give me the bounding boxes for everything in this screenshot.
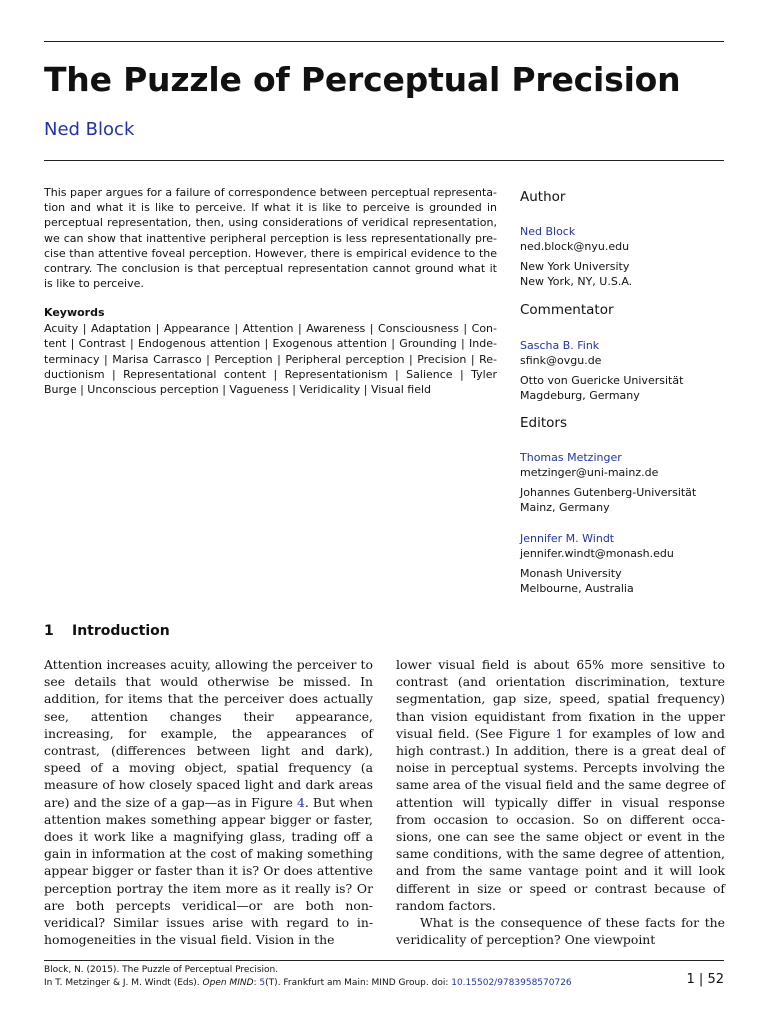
section-title: Introduction (72, 623, 170, 639)
page-number (687, 972, 724, 987)
sidebar-author-name[interactable]: Ned Block (520, 225, 576, 238)
sidebar-editor1-affil1: Johannes Gutenberg-Universität (520, 486, 697, 499)
footer-rule (44, 960, 724, 961)
body-text: . But when attention makes something appear bigger or faster, does it work like a magnifying glass, trading off a gain in information at the cost of making something appear bigger or faster than it is? Or does attentive perception portray the item more as it really is? Or are both percepts veridical—or are both non-veridical? Similar issues arise with regard to inhomogeneities in the visual field. Vision in the (44, 794, 373, 948)
sidebar-editor2-email[interactable]: jennifer.windt@monash.edu (520, 547, 674, 560)
sidebar-author-affil1: New York University (520, 260, 630, 273)
paper-author[interactable]: Ned Block (44, 119, 135, 140)
body-paragraph (396, 656, 725, 914)
citation-line2 (44, 977, 604, 990)
header-rule (44, 160, 724, 161)
sidebar-editor1-email[interactable]: metzinger@uni-mainz.de (520, 466, 659, 479)
sidebar-commentator-name[interactable]: Sascha B. Fink (520, 339, 600, 352)
current-page: 1 (686, 972, 695, 987)
sidebar-author-block (520, 224, 730, 289)
page-separator: | (694, 972, 708, 987)
journal-name: Open MIND (202, 978, 254, 988)
sidebar-editor2-affil1: Monash University (520, 567, 622, 580)
sidebar-editor1-affil2: Mainz, Germany (520, 501, 610, 514)
doi-link[interactable]: 10.15502/9783958570726 (451, 978, 572, 988)
figure-ref-link[interactable]: 4 (296, 794, 305, 810)
citation-footer (44, 964, 604, 990)
sidebar-editor2-block (520, 531, 730, 596)
body-text: lower visual field is about 65% more sensitive to contrast (and orientation discrimination, texture segmentation, gap size, speed, spatial frequency) than vision equidistant from fixation in the upper visual field. (See Figure (396, 657, 725, 741)
sidebar-commentator-affil2: Magdeburg, Germany (520, 389, 640, 402)
keywords-heading: Keywords (44, 306, 105, 319)
commentator-heading: Commentator (520, 302, 614, 318)
citation-line1: Block, N. (2015). The Puzzle of Perceptual Precision. (44, 965, 279, 975)
abstract: This paper argues for a failure of correspondence between perceptual representation and what it is like to perceive. If what it is like to perceive is grounded in perceptual representation, then, using considerations of veridical representation, we can show that inattentive peripheral perception is less representationally precise than attentive foveal perception. However, there is empirical evidence to the contrary. The conclusion is that perceptual representation cannot ground what it is like to perceive. (44, 186, 497, 291)
total-pages: 52 (707, 972, 724, 987)
body-paragraph (44, 656, 373, 948)
sidebar-author-affil2: New York, NY, U.S.A. (520, 275, 633, 288)
sidebar-editor2-name[interactable]: Jennifer M. Windt (520, 532, 615, 545)
sidebar-commentator-affil1: Otto von Guericke Universität (520, 374, 684, 387)
sidebar-editor1-name[interactable]: Thomas Metzinger (520, 451, 622, 464)
citation-text: In T. Metzinger & J. M. Windt (Eds). (44, 978, 203, 988)
sidebar-editor2-affil2: Melbourne, Australia (520, 582, 634, 595)
body-column-left (44, 656, 373, 948)
author-heading: Author (520, 189, 566, 205)
section-heading (44, 623, 170, 639)
sidebar-editor1-block (520, 450, 730, 515)
body-text: Attention increases acuity, allowing the perceiver to see details that would otherwise be missed. In addition, for items that the perceiver does actually see, attention changes their appearance, increasing, for example, the appearances of contrast, (differences between light and dark), speed of a moving object, spatial frequency (a measure of how closely spaced light and dark areas are) and the size of a gap—as in Figure (44, 657, 373, 810)
editors-heading: Editors (520, 415, 567, 431)
sidebar-commentator-block (520, 338, 730, 403)
citation-text: : (253, 978, 260, 988)
body-column-right (396, 656, 725, 948)
body-paragraph: What is the consequence of these facts for the veridicality of perception? One viewpoint (396, 915, 725, 948)
citation-text: . Frankfurt am Main: MIND Group. doi: (277, 978, 452, 988)
paper-title: The Puzzle of Perceptual Precision (44, 60, 681, 99)
top-rule (44, 41, 724, 42)
keywords-list: Acuity | Adaptation | Appearance | Attention | Awareness | Consciousness | Content | Contrast | Endogenous attention | Exogenous attention | Grounding | Indeterminacy | Marisa Carrasco | Perception | Peripheral perception | Precision | Reductionism | Representational content | Representationism | Salience | Tyler Burge | Unconscious perception | Vagueness | Veridicality | Visual field (44, 322, 497, 397)
volume-link[interactable]: 5 (259, 978, 266, 988)
citation-text: (T) (265, 978, 278, 988)
body-text: for examples of low and high contrast.) In addition, there is a great deal of noise in perceptual systems. Percepts involving the same area of the visual field and the same degree of attention will typically differ in visual response from occasion to occasion. So on different occasions, one can see the same object or event in the same conditions, with the same degree of attention, and from the same vantage point and it will look different in size or speed or contrast because of random factors. (396, 725, 725, 913)
sidebar-author-email[interactable]: ned.block@nyu.edu (520, 240, 630, 253)
figure-ref-link[interactable]: 1 (555, 725, 564, 741)
section-number: 1 (44, 623, 54, 639)
sidebar-commentator-email[interactable]: sfink@ovgu.de (520, 354, 602, 367)
